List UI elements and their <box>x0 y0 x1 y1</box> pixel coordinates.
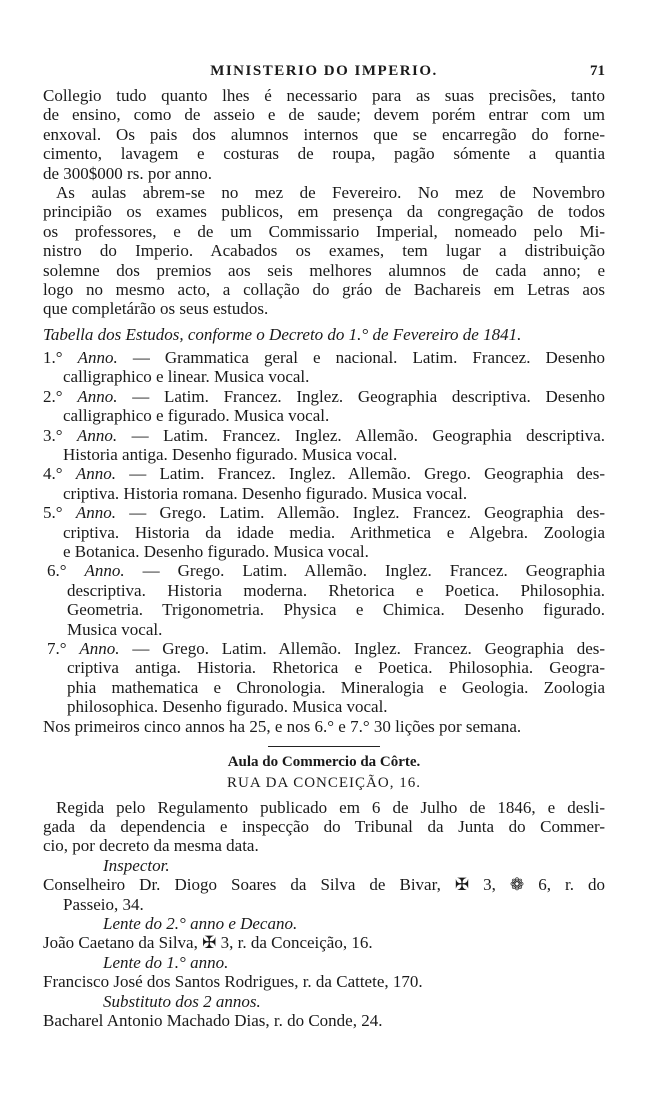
table-title: Tabella dos Estudos, conforme o Decreto do 1.° de Fevereiro de 1841. <box>43 324 522 344</box>
year-number: 3.° <box>43 425 63 445</box>
year-item <box>43 426 605 465</box>
text-line: Regida pelo Regulamento publicado em 6 de Julho de 1846, e desli- <box>56 797 605 817</box>
year-subjects: — Grego. Latim. Allemão. Inglez. Francez. Geographia des- <box>129 503 606 523</box>
document-page <box>43 60 605 1030</box>
text-line: que completárão os seus estudos. <box>43 299 269 319</box>
year-number: 6.° <box>47 561 67 581</box>
year-label: Anno. <box>77 348 118 368</box>
year-subjects: — Grego. Latim. Allemão. Inglez. Francez. Geographia <box>142 561 606 581</box>
year-line: Historia antiga. Desenho figurado. Musica vocal. <box>63 445 398 465</box>
year-line: descriptiva. Historia moderna. Rhetorica e Poetica. Philosophia. <box>67 580 605 600</box>
year-line: philosophica. Desenho figurado. Musica vocal. <box>67 697 388 717</box>
year-number: 2.° <box>43 386 63 406</box>
staff-entry: Francisco José dos Santos Rodrigues, r. da Cattete, 170. <box>43 972 423 992</box>
year-line: calligraphico e figurado. Musica vocal. <box>63 406 330 426</box>
text-line: cimento, lavagem e costuras de roupa, pagão sómente a quantia <box>43 144 605 164</box>
year-line: Musica vocal. <box>67 619 163 639</box>
year-item <box>43 561 605 639</box>
staff-role: Lente do 2.° anno e Decano. <box>103 914 298 934</box>
year-line <box>43 348 605 367</box>
text-line: nistro do Imperio. Acabados os exames, tem lugar a distribuição <box>43 241 605 261</box>
paragraph-boarding-fees <box>43 86 605 183</box>
year-number: 1.° <box>43 348 63 368</box>
year-label: Anno. <box>77 386 118 406</box>
study-table <box>43 348 605 716</box>
staff-entry: Passeio, 34. <box>63 894 144 914</box>
year-line <box>43 387 605 406</box>
year-label: Anno. <box>75 503 116 523</box>
year-line: calligraphico e linear. Musica vocal. <box>63 367 310 387</box>
year-item <box>43 503 605 561</box>
year-number: 4.° <box>43 464 63 484</box>
text-line: os professores, e de um Commissario Imperial, nomeado pelo Mi- <box>43 221 605 241</box>
year-line: criptiva. Historia romana. Desenho figurado. Musica vocal. <box>63 483 468 503</box>
staff-role: Inspector. <box>103 855 170 875</box>
year-line: e Botanica. Desenho figurado. Musica vocal. <box>63 541 369 561</box>
year-line: criptiva antiga. Historia. Rhetorica e Poetica. Philosophia. Geogra- <box>67 658 605 678</box>
running-header <box>43 60 605 82</box>
text-line: solemne dos premios aos seis melhores alumnos de cada anno; e <box>43 260 605 280</box>
section-address: RUA DA CONCEIÇÃO, 16. <box>227 775 421 792</box>
year-line <box>43 464 605 483</box>
year-number: 5.° <box>43 503 63 523</box>
lessons-note: Nos primeiros cinco annos ha 25, e nos 6.° e 7.° 30 lições por semana. <box>43 716 522 736</box>
section-title: Aula do Commercio da Côrte. <box>227 753 421 770</box>
paragraph-regulation <box>43 798 605 856</box>
year-subjects: — Latim. Francez. Inglez. Geographia descriptiva. Desenho <box>132 386 606 406</box>
text-line: cio, por decreto da mesma data. <box>43 836 259 856</box>
header-title: MINISTERIO DO IMPERIO. <box>210 63 438 79</box>
year-line <box>47 639 605 658</box>
year-item <box>43 387 605 426</box>
text-line: de 300$000 rs. por anno. <box>43 163 213 183</box>
year-subjects: — Grammatica geral e nacional. Latim. Francez. Desenho <box>132 348 605 368</box>
year-line: phia mathematica e Chronologia. Mineralogia e Geologia. Zoologia <box>67 677 605 697</box>
staff-entry: João Caetano da Silva, ✠ 3, r. da Conceição, 16. <box>43 933 373 953</box>
year-line <box>47 561 605 580</box>
year-subjects: — Latim. Francez. Inglez. Allemão. Geographia descriptiva. <box>131 425 606 445</box>
text-line: de ensino, como de asseio e de saude; devem porém entrar com um <box>43 105 605 125</box>
year-subjects: — Latim. Francez. Inglez. Allemão. Grego. Geographia des- <box>129 464 606 484</box>
year-line <box>43 426 605 445</box>
staff-entry: Bacharel Antonio Machado Dias, r. do Conde, 24. <box>43 1010 383 1030</box>
staff-role: Lente do 1.° anno. <box>103 952 229 972</box>
text-line: Collegio tudo quanto lhes é necessario para as suas precisões, tanto <box>43 86 605 105</box>
year-item <box>43 348 605 387</box>
year-label: Anno. <box>84 561 125 581</box>
year-line: Geometria. Trigonometria. Physica e Chimica. Desenho figurado. <box>67 600 605 620</box>
paragraph-exams <box>43 183 605 319</box>
staff-entry: Conselheiro Dr. Diogo Soares da Silva de Bivar, ✠ 3, ❁ 6, r. do <box>43 875 605 895</box>
year-label: Anno. <box>75 464 116 484</box>
text-line: enxoval. Os pais dos alumnos internos que se encarregão do forne- <box>43 124 605 144</box>
year-label: Anno. <box>79 638 120 658</box>
year-subjects: — Grego. Latim. Allemão. Inglez. Francez. Geographia des- <box>132 638 606 658</box>
staff-role: Substituto dos 2 annos. <box>103 991 261 1011</box>
section-divider <box>268 746 380 747</box>
year-number: 7.° <box>47 638 67 658</box>
text-line: As aulas abrem-se no mez de Fevereiro. No mez de Novembro <box>56 182 605 202</box>
year-label: Anno. <box>77 425 118 445</box>
year-item <box>43 464 605 503</box>
staff-list <box>43 856 605 1031</box>
page-number: 71 <box>590 63 605 79</box>
year-line <box>43 503 605 522</box>
year-line: criptiva. Historia da idade media. Arithmetica e Algebra. Zoologia <box>63 522 605 542</box>
text-line: gada da dependencia e inspecção do Tribunal da Junta do Commer- <box>43 817 605 837</box>
text-line: logo no mesmo acto, a collação do gráo de Bachareis em Letras aos <box>43 279 605 299</box>
year-item <box>43 639 605 717</box>
text-line: principião os exames publicos, em presença da congregação de todos <box>43 202 605 222</box>
